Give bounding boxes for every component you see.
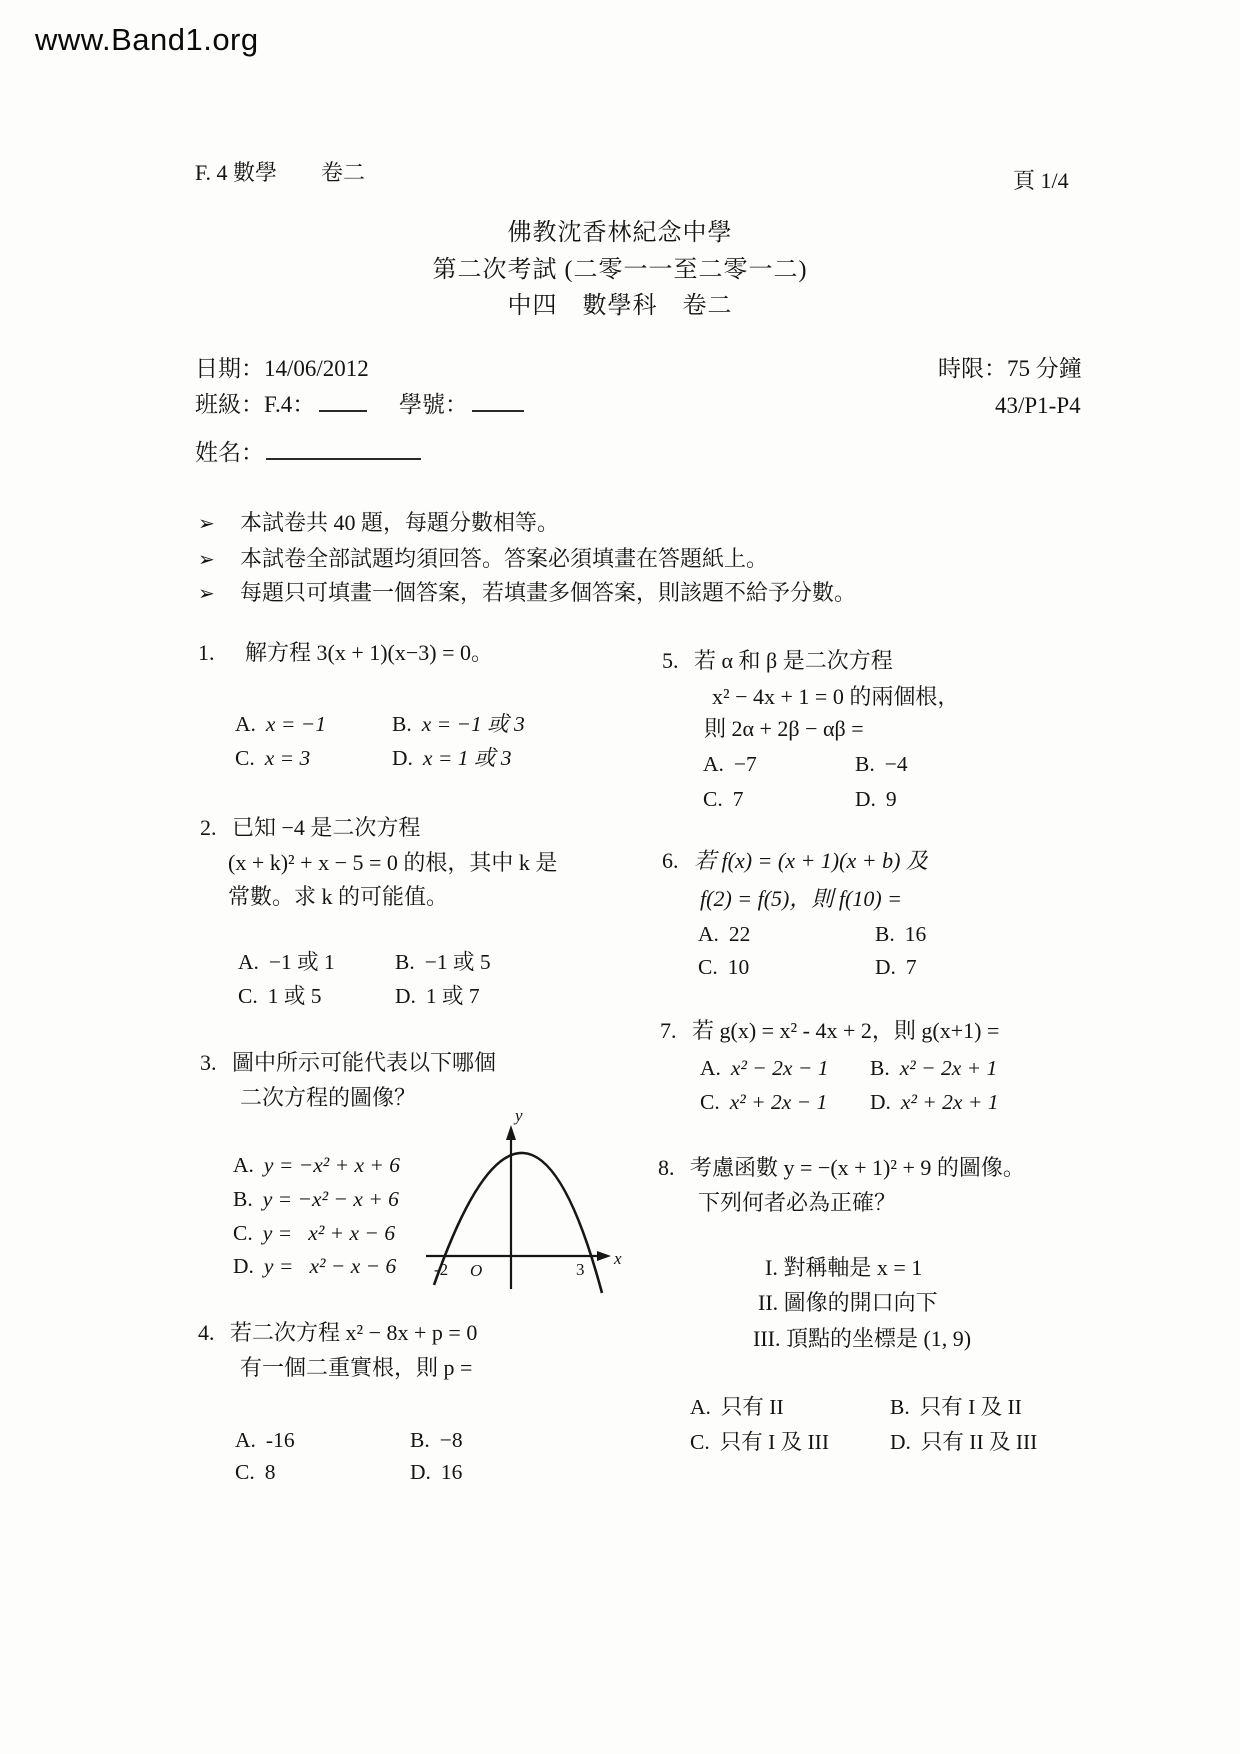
option-text: 16 — [904, 922, 927, 946]
question-number: 3. — [200, 1050, 217, 1075]
option — [395, 984, 480, 1009]
option-label: C. — [698, 955, 718, 979]
option-text: 只有 I 及 III — [719, 1430, 829, 1454]
question-stem-line: 若 α 和 β 是二次方程 — [694, 648, 893, 673]
student-no-label: 學號： — [398, 392, 468, 417]
option — [238, 950, 335, 975]
option — [890, 1395, 1022, 1420]
paper-code: 43/P1-P4 — [995, 393, 1081, 418]
option — [703, 752, 757, 777]
option-text: 只有 II — [720, 1395, 784, 1419]
option — [235, 1460, 275, 1485]
option — [855, 752, 908, 777]
option-label: D. — [233, 1254, 254, 1278]
question-number: 6. — [662, 848, 679, 873]
instruction-text: 本試卷共 40 題，每題分數相等。 — [240, 510, 560, 535]
option — [235, 746, 310, 771]
option — [395, 950, 491, 975]
question-stem-line: 若 f(x) = (x + 1)(x + b) 及 — [694, 848, 928, 873]
option-label: A. — [700, 1056, 721, 1080]
option-text: y = x² + x − 6 — [262, 1221, 396, 1245]
option-text: y = x² − x − 6 — [263, 1254, 397, 1278]
question-stem-line: (x + k)² + x − 5 = 0 的根，其中 k 是 — [228, 850, 558, 875]
question-number: 2. — [200, 815, 217, 840]
question-number: 7. — [660, 1018, 677, 1043]
question-stem-line: 常數。求 k 的可能值。 — [228, 884, 449, 909]
option-text: y = −x² − x + 6 — [262, 1187, 399, 1211]
option-label: B. — [890, 1395, 910, 1419]
option-label: A. — [690, 1395, 711, 1419]
option-text: −8 — [439, 1428, 463, 1452]
option-label: D. — [395, 984, 416, 1008]
option-label: C. — [235, 1460, 255, 1484]
option-text: x = −1 — [265, 712, 326, 736]
option — [233, 1221, 395, 1246]
header-course-label: F. 4 數學 卷二 — [195, 160, 365, 185]
question-stem-line: 解方程 3(x + 1)(x−3) = 0。 — [245, 640, 494, 665]
option-text: 16 — [440, 1460, 463, 1484]
subject-line: 中四 數學科 卷二 — [507, 293, 733, 319]
option — [233, 1153, 400, 1178]
option — [703, 787, 743, 812]
option-text: 7 — [905, 955, 917, 979]
option-label: B. — [233, 1187, 253, 1211]
option — [698, 922, 750, 947]
option — [392, 746, 511, 771]
option-label: A. — [238, 950, 259, 974]
question-stem-line: x² − 4x + 1 = 0 的兩個根， — [712, 684, 960, 709]
option-text: 10 — [727, 955, 750, 979]
option-label: C. — [238, 984, 258, 1008]
option — [235, 712, 326, 737]
option-label: B. — [855, 752, 875, 776]
option-label: B. — [870, 1056, 890, 1080]
parabola-graph — [418, 1105, 628, 1308]
option-text: x = −1 或 3 — [421, 712, 525, 736]
option-text: y = −x² + x + 6 — [263, 1153, 401, 1177]
x-axis-label: x — [614, 1249, 622, 1268]
option-label: D. — [855, 787, 876, 811]
question-stem-line: 考慮函數 y = −(x + 1)² + 9 的圖像。 — [690, 1155, 1025, 1180]
instruction-item — [198, 510, 559, 536]
question-stem-line: 有一個二重實根，則 p = — [240, 1355, 473, 1380]
student-no-blank — [472, 406, 524, 412]
school-name: 佛教沈香林紀念中學 — [507, 220, 733, 246]
question-number: 4. — [198, 1320, 215, 1345]
option — [875, 955, 917, 980]
option — [870, 1056, 997, 1081]
time-limit: 時限：75 分鐘 — [938, 356, 1082, 381]
statement-item: I. 對稱軸是 x = 1 — [765, 1255, 923, 1280]
option-label: B. — [410, 1428, 430, 1452]
option — [233, 1187, 399, 1212]
option-text: 只有 II 及 III — [920, 1430, 1038, 1454]
option-text: −1 或 1 — [268, 950, 335, 974]
option-label: C. — [700, 1090, 720, 1114]
name-line — [195, 440, 421, 466]
question-stem-line: 已知 −4 是二次方程 — [232, 815, 421, 840]
option-text: 22 — [728, 922, 751, 946]
question-stem-line: 則 2α + 2β − αβ = — [704, 716, 864, 741]
option — [855, 787, 897, 812]
option-label: D. — [890, 1430, 911, 1454]
arrow-bullet-icon: ➢ — [198, 513, 215, 535]
statement-item: III. 頂點的坐標是 (1, 9) — [753, 1326, 972, 1351]
option-label: B. — [875, 922, 895, 946]
class-label: 班級：F.4： — [195, 392, 316, 417]
option-text: x² − 2x + 1 — [899, 1056, 998, 1080]
option — [890, 1430, 1037, 1455]
question-stem-line: f(2) = f(5)，則 f(10) = — [700, 886, 902, 911]
option-text: x² + 2x + 1 — [900, 1090, 999, 1114]
option — [875, 922, 926, 947]
option — [690, 1430, 829, 1455]
y-axis-arrow-icon — [506, 1125, 516, 1140]
page-number: 頁 1/4 — [1013, 168, 1069, 193]
option-label: A. — [233, 1153, 254, 1177]
option-text: -16 — [265, 1428, 295, 1452]
watermark: www.Band1.org — [35, 22, 259, 57]
option-label: D. — [392, 746, 413, 770]
option-label: C. — [703, 787, 723, 811]
option-text: x = 3 — [264, 746, 311, 770]
instruction-text: 每題只可填畫一個答案，若填畫多個答案，則該題不給予分數。 — [240, 580, 857, 605]
option — [700, 1056, 828, 1081]
option-text: x² + 2x − 1 — [729, 1090, 828, 1114]
instruction-text: 本試卷全部試題均須回答。答案必須填畫在答題紙上。 — [240, 546, 769, 571]
x-intercept-right: 3 — [576, 1260, 585, 1279]
option — [233, 1254, 396, 1279]
option — [235, 1428, 295, 1453]
question-stem-line: 圖中所示可能代表以下哪個 — [232, 1050, 497, 1075]
option — [700, 1090, 827, 1115]
option-label: C. — [690, 1430, 710, 1454]
option-text: −1 或 5 — [424, 950, 491, 974]
x-intercept-left: -2 — [434, 1260, 449, 1279]
option-label: D. — [870, 1090, 891, 1114]
option-text: 7 — [732, 787, 744, 811]
option-text: x² − 2x − 1 — [730, 1056, 829, 1080]
y-axis-label: y — [515, 1106, 523, 1125]
option — [698, 955, 749, 980]
question-stem-line: 下列何者必為正確？ — [698, 1190, 897, 1215]
arrow-bullet-icon: ➢ — [198, 583, 215, 605]
exam-title: 第二次考試 (二零一一至二零一二) — [432, 257, 808, 283]
instruction-item — [198, 580, 856, 606]
option-label: D. — [875, 955, 896, 979]
option — [690, 1395, 784, 1420]
statement-item: II. 圖像的開口向下 — [758, 1290, 938, 1315]
option-text: 8 — [264, 1460, 276, 1484]
option-text: 9 — [885, 787, 897, 811]
option-label: A. — [703, 752, 724, 776]
question-number: 8. — [658, 1155, 675, 1180]
option-text: 1 或 5 — [267, 984, 322, 1008]
option — [238, 984, 321, 1009]
name-label: 姓名： — [195, 440, 264, 465]
option-text: x = 1 或 3 — [422, 746, 512, 770]
option — [410, 1428, 463, 1453]
origin-label: O — [470, 1261, 483, 1280]
option-text: 只有 I 及 II — [919, 1395, 1022, 1419]
option-label: C. — [233, 1221, 253, 1245]
option-text: −4 — [884, 752, 908, 776]
name-blank — [266, 454, 421, 460]
class-line — [195, 392, 524, 418]
date-line: 日期：14/06/2012 — [195, 356, 369, 381]
option-label: B. — [395, 950, 415, 974]
question-stem-line: 二次方程的圖像？ — [240, 1085, 417, 1110]
option-label: C. — [235, 746, 255, 770]
instruction-item — [198, 546, 768, 572]
option — [392, 712, 525, 737]
option-text: −7 — [733, 752, 757, 776]
question-number: 1. — [198, 640, 215, 665]
option-label: A. — [235, 1428, 256, 1452]
arrow-bullet-icon: ➢ — [198, 549, 215, 571]
question-stem-line: 若二次方程 x² − 8x + p = 0 — [230, 1320, 478, 1345]
option-label: A. — [235, 712, 256, 736]
option-label: D. — [410, 1460, 431, 1484]
option-label: B. — [392, 712, 412, 736]
option — [410, 1460, 462, 1485]
question-number: 5. — [662, 648, 679, 673]
x-axis-arrow-icon — [597, 1251, 611, 1261]
option-label: A. — [698, 922, 719, 946]
class-blank — [319, 406, 367, 412]
option-text: 1 或 7 — [425, 984, 480, 1008]
option — [870, 1090, 998, 1115]
question-stem-line: 若 g(x) = x² - 4x + 2，則 g(x+1) = — [692, 1018, 1000, 1043]
